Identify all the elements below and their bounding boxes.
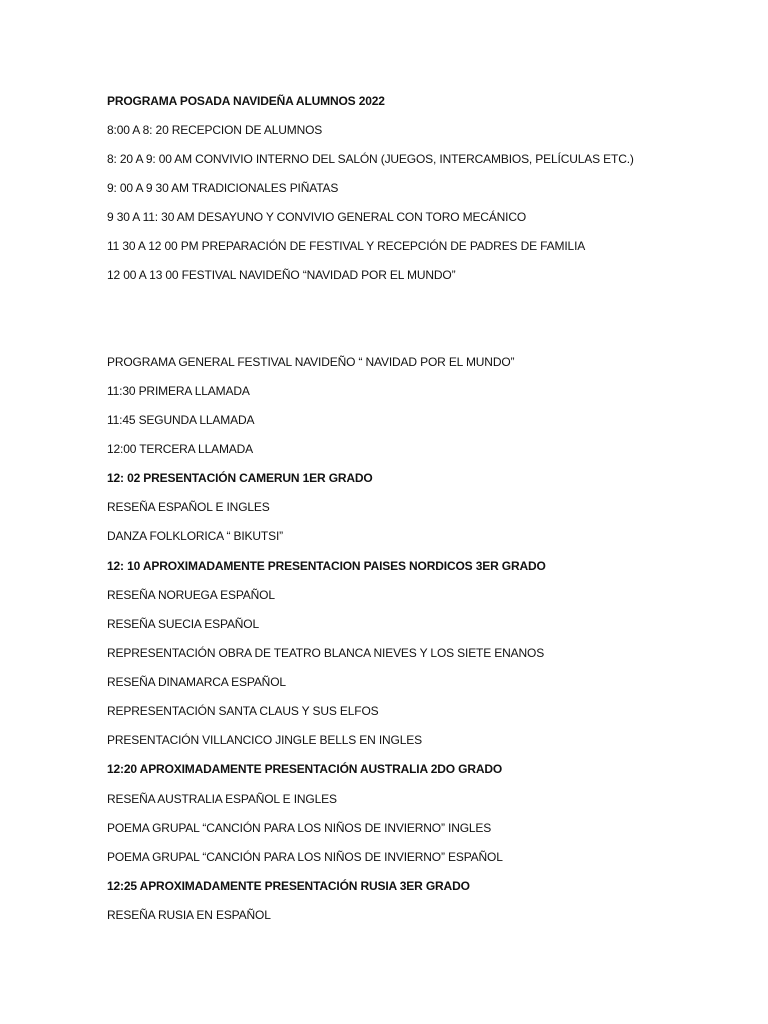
festival-item: 12:00 TERCERA LLAMADA (107, 442, 254, 456)
festival-item: RESEÑA ESPAÑOL E INGLES (107, 500, 270, 514)
festival-item: POEMA GRUPAL “CANCIÓN PARA LOS NIÑOS DE INVIERNO” INGLES (107, 821, 492, 835)
festival-item: RESEÑA NORUEGA ESPAÑOL (107, 588, 275, 602)
festival-item: POEMA GRUPAL “CANCIÓN PARA LOS NIÑOS DE INVIERNO” ESPAÑOL (107, 850, 503, 864)
festival-item: RESEÑA RUSIA EN ESPAÑOL (107, 908, 271, 922)
schedule-item: 8: 20 A 9: 00 AM CONVIVIO INTERNO DEL SALÓN (JUEGOS, INTERCAMBIOS, PELÍCULAS ETC.) (107, 152, 634, 166)
schedule-item: 12 00 A 13 00 FESTIVAL NAVIDEÑO “NAVIDAD POR EL MUNDO” (107, 268, 456, 282)
festival-item: DANZA FOLKLORICA “ BIKUTSI” (107, 529, 283, 543)
festival-program-title: PROGRAMA GENERAL FESTIVAL NAVIDEÑO “ NAVIDAD POR EL MUNDO” (107, 355, 515, 369)
festival-item: REPRESENTACIÓN SANTA CLAUS Y SUS ELFOS (107, 704, 379, 718)
festival-item: REPRESENTACIÓN OBRA DE TEATRO BLANCA NIEVES Y LOS SIETE ENANOS (107, 646, 545, 660)
schedule-item: 11 30 A 12 00 PM PREPARACIÓN DE FESTIVAL Y RECEPCIÓN DE PADRES DE FAMILIA (107, 239, 586, 253)
festival-item: 11:45 SEGUNDA LLAMADA (107, 413, 255, 427)
posada-program-title: PROGRAMA POSADA NAVIDEÑA ALUMNOS 2022 (107, 94, 385, 108)
festival-item: 11:30 PRIMERA LLAMADA (107, 384, 250, 398)
schedule-item: 9: 00 A 9 30 AM TRADICIONALES PIÑATAS (107, 181, 339, 195)
festival-item-heading: 12:25 APROXIMADAMENTE PRESENTACIÓN RUSIA 3ER GRADO (107, 879, 470, 893)
festival-item: RESEÑA DINAMARCA ESPAÑOL (107, 675, 286, 689)
festival-item-heading: 12:20 APROXIMADAMENTE PRESENTACIÓN AUSTRALIA 2DO GRADO (107, 762, 503, 776)
festival-item: PRESENTACIÓN VILLANCICO JINGLE BELLS EN INGLES (107, 733, 422, 747)
festival-item-heading: 12: 02 PRESENTACIÓN CAMERUN 1ER GRADO (107, 471, 373, 485)
schedule-item: 9 30 A 11: 30 AM DESAYUNO Y CONVIVIO GENERAL CON TORO MECÁNICO (107, 210, 527, 224)
festival-item: RESEÑA SUECIA ESPAÑOL (107, 617, 260, 631)
festival-item-heading: 12: 10 APROXIMADAMENTE PRESENTACION PAISES NORDICOS 3ER GRADO (107, 559, 546, 573)
schedule-item: 8:00 A 8: 20 RECEPCION DE ALUMNOS (107, 123, 323, 137)
festival-item: RESEÑA AUSTRALIA ESPAÑOL E INGLES (107, 792, 337, 806)
